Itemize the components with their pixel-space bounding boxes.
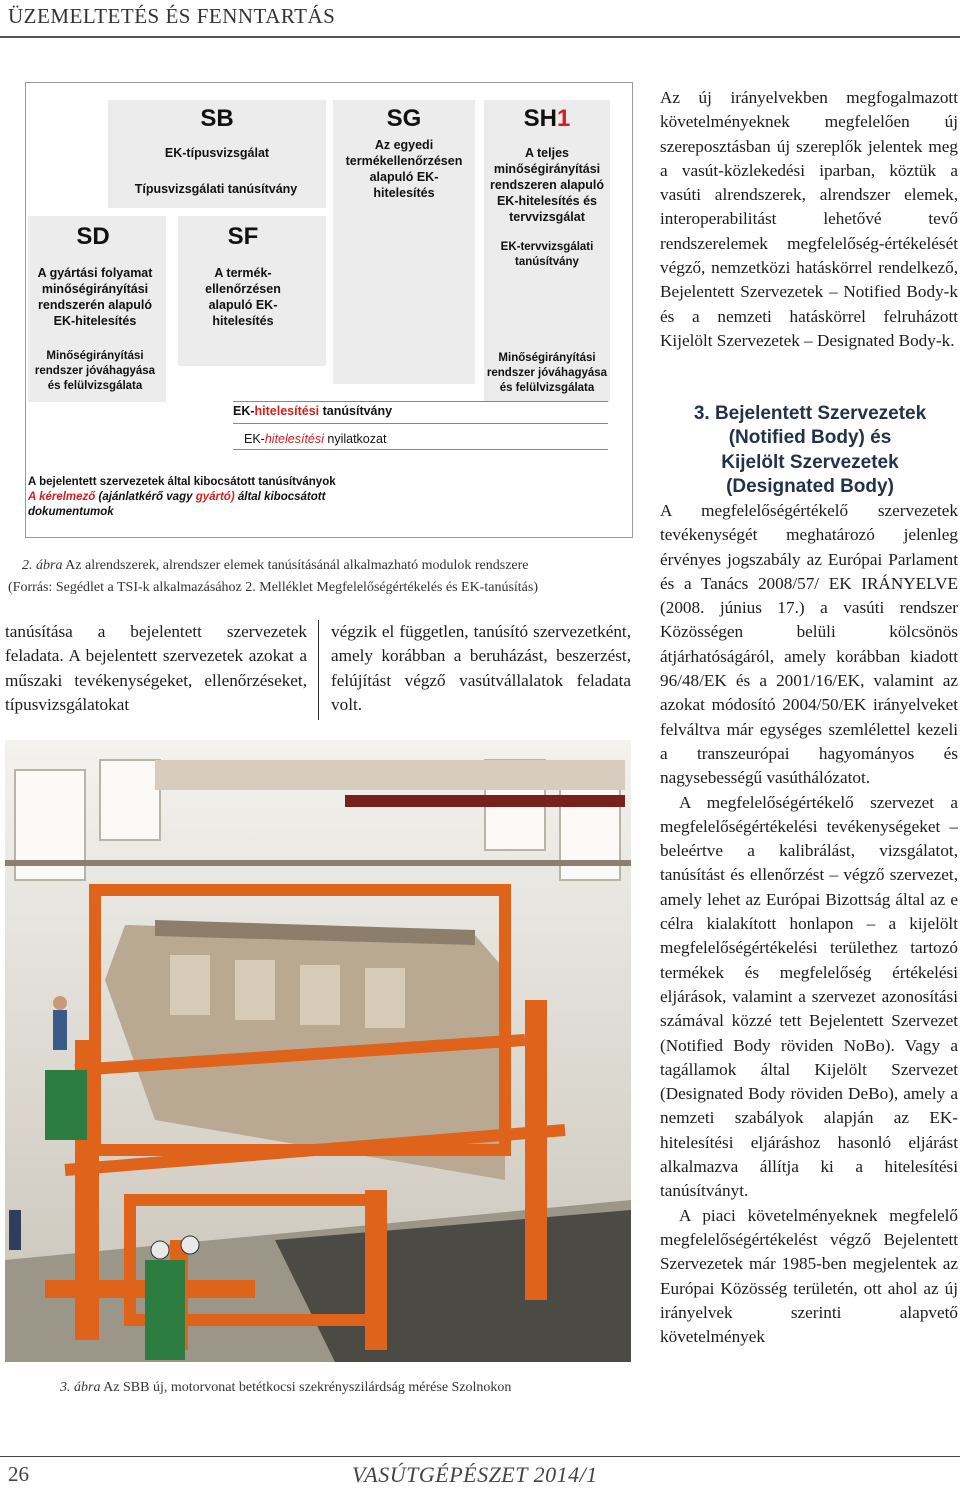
sh1-approval-3: és felülvizsgálata xyxy=(499,382,595,394)
sg-desc-1: Az egyedi xyxy=(374,138,434,152)
body-col-right-intro xyxy=(660,86,958,353)
figure2-source: (Forrás: Segédlet a TSI-k alkalmazásához 2. Melléklet Megfelelőségértékelés és EK-tanúsítás) xyxy=(8,580,538,595)
figure3-number: 3. ábra xyxy=(60,1380,101,1395)
header-rule xyxy=(0,36,960,38)
section-header: ÜZEMELTETÉS ÉS FENNTARTÁS xyxy=(8,4,336,28)
sg-desc-3: alapuló EK- xyxy=(369,170,439,184)
figure2-caption xyxy=(22,556,632,575)
cert-line: EK-hitelesítési tanúsítvány xyxy=(233,404,393,418)
sh1-desc-3: rendszeren alapuló xyxy=(490,178,604,192)
sh1-approval-2: rendszer jóváhagyása xyxy=(486,367,608,379)
section3-heading-line1: 3. Bejelentett Szervezetek xyxy=(693,403,927,424)
sf-desc-4: hitelesítés xyxy=(212,314,274,328)
figure3-caption xyxy=(60,1378,620,1397)
sh1-desc-5: tervvizsgálat xyxy=(509,210,585,224)
sb-line2: Típusvizsgálati tanúsítvány xyxy=(134,182,298,196)
legend-line1: A bejelentett szervezetek által kibocsátott tanúsítványok xyxy=(28,476,336,488)
sh1-desc-4: EK-hitelesítés és xyxy=(496,194,598,208)
sh1-cert-1: EK-tervvizsgálati xyxy=(500,241,594,253)
decl-rule xyxy=(233,423,608,424)
legend-line3: dokumentumok xyxy=(28,506,114,518)
body-col-left xyxy=(5,620,307,717)
section3-heading xyxy=(660,402,960,499)
section3-p2: A megfelelőségértékelő szervezet a megfelelőségértékelési tevékenységeket – beleértve a kalibrálást, vizsgálatot, tanúsítást és ellenőrzést – végző szervezet, amely lehet az Európai Bizottság által az e célra kialakított honlapon – a kijelölt megfelelőségértékelési területhez tartozó termékek és megfelelőség értékelési eljárások, valamint a szervezet azonosítási számával közzé tett Bejelentett Szervezet (Notified Body röviden NoBo). Vagy a tagállamok által Kijelölt Szervezet (Designated Body röviden DeBo), amely a nemzeti szabályok alapján az EK-hitelesítési eljáráshoz hasonló eljárást alkalmazva állítja ki a hitelesítési tanúsítványt. xyxy=(660,792,958,1201)
figure3-text: Az SBB új, motorvonat betétkocsi szekrényszilárdság mérése Szolnokon xyxy=(100,1380,512,1395)
sg-desc-4: hitelesítés xyxy=(373,186,435,200)
sh1-cert-2: tanúsítvány xyxy=(515,256,579,268)
figure2-text: Az alrendszerek, alrendszer elemek tanúsításánál alkalmazható modulok rendszere xyxy=(62,558,529,573)
sd-desc-3: rendszerén alapuló xyxy=(38,298,152,312)
sd-desc-2: minőségirányítási xyxy=(41,282,149,296)
sh1-desc-1: A teljes xyxy=(524,146,569,160)
railcar-frame-photo xyxy=(5,740,631,1362)
sb-line1: EK-típusvizsgálat xyxy=(164,146,270,160)
sg-desc-2: termékellenőrzésen xyxy=(345,154,463,168)
sf-desc-2: ellenőrzésen xyxy=(205,282,281,296)
body-col-mid-text: végzik el független, tanúsító szervezetként, amely korábban a beruházást, beszerzést, felújítást végző vasútvállalatok feladata volt. xyxy=(331,622,631,714)
photo-illustration xyxy=(5,740,631,1362)
footer-rule xyxy=(0,1456,960,1457)
section3-heading-line4: (Designated Body) xyxy=(726,475,894,497)
body-col-left-text: tanúsítása a bejelentett szervezetek feladata. A bejelentett szervezetek azokat a műszaki tevékenységeket, ellenőrzéseket, típusvizsgálatokat xyxy=(5,622,307,714)
right-intro-text: Az új irányelvekben megfogalmazott követelményeknek megfelelően új szereposztásban új szereplők jelentek meg a vasút-közlekedési iparban, köztük a vasúti alrendszerek, alrendszer elemek, interoperabilitást lehetővé tevő rendszerelemek megfelelőség-értékelését végző, nemzetközi hatáskörrel rendelkező, Bejelentett Szervezetek – Notified Body-k és a nemzeti hatáskörrel felruházott Kijelölt Szervezetek – Designated Body-k. xyxy=(660,88,958,350)
journal-title: VASÚTGÉPÉSZET 2014/1 xyxy=(352,1462,598,1487)
sf-desc-1: A termék- xyxy=(214,266,272,280)
body-col-mid xyxy=(331,620,631,717)
module-diagram xyxy=(25,82,633,538)
sf-desc-3: alapuló EK- xyxy=(208,298,278,312)
legend xyxy=(28,475,428,520)
sh1-code: SH1 xyxy=(523,105,571,132)
sd-approval-2: rendszer jóváhagyása xyxy=(34,365,156,377)
cert-rule xyxy=(233,401,608,402)
sd-approval-1: Minőségirányítási xyxy=(46,350,144,362)
sb-code: SB xyxy=(200,105,234,132)
sd-approval-3: és felülvizsgálata xyxy=(47,380,143,392)
sh1-desc-2: minőségirányítási xyxy=(493,162,601,176)
section3-heading-line2: (Notified Body) és xyxy=(728,427,892,449)
section3-p3: A piaci követelményeknek megfelelő megfelelőségértékelést végző Bejelentett Szervezetek már 1985-ben megjelentek az Európai Közösség területén, ott ahol az új irányelvek szerinti alapvető követelmények xyxy=(660,1205,958,1347)
decl-rule-2 xyxy=(233,449,608,450)
page-number: 26 xyxy=(8,1462,29,1486)
sd-code: SD xyxy=(76,223,110,250)
figure2-number: 2. ábra xyxy=(22,558,63,573)
column-divider xyxy=(318,620,319,720)
section3-p1: A megfelelőségértékelő szervezetek tevékenységét meghatározó jelenleg érvényes jogszabály az Európai Parlament és a Tanács 2008/57/ EK IRÁNYELVE (2008. június 17.) a vasúti rendszer Közösségen belüli kölcsönös átjárhatóságáról, amely korábban kiadott 96/48/EK és a 2001/16/EK, valamint az azokat módosító 2004/50/EK irányelveket felváltva már egységes szemlélettel kezeli a transzeurópai hagyományos és nagysebességű vasúthálózatot. xyxy=(660,501,958,788)
section3-heading-line3: Kijelölt Szervezetek xyxy=(721,451,899,473)
sf-code: SF xyxy=(227,223,259,250)
body-col-right xyxy=(660,499,958,1349)
sg-code: SG xyxy=(386,105,422,132)
sh1-approval-1: Minőségirányítási xyxy=(498,352,596,364)
legend-line2: A kérelmező (ajánlatkérő vagy gyártó) által kibocsátott xyxy=(28,491,326,503)
sd-desc-1: A gyártási folyamat xyxy=(37,266,153,280)
sd-desc-4: EK-hitelesítés xyxy=(53,314,137,328)
decl-line: EK-hitelesítési nyilatkozat xyxy=(244,432,387,446)
